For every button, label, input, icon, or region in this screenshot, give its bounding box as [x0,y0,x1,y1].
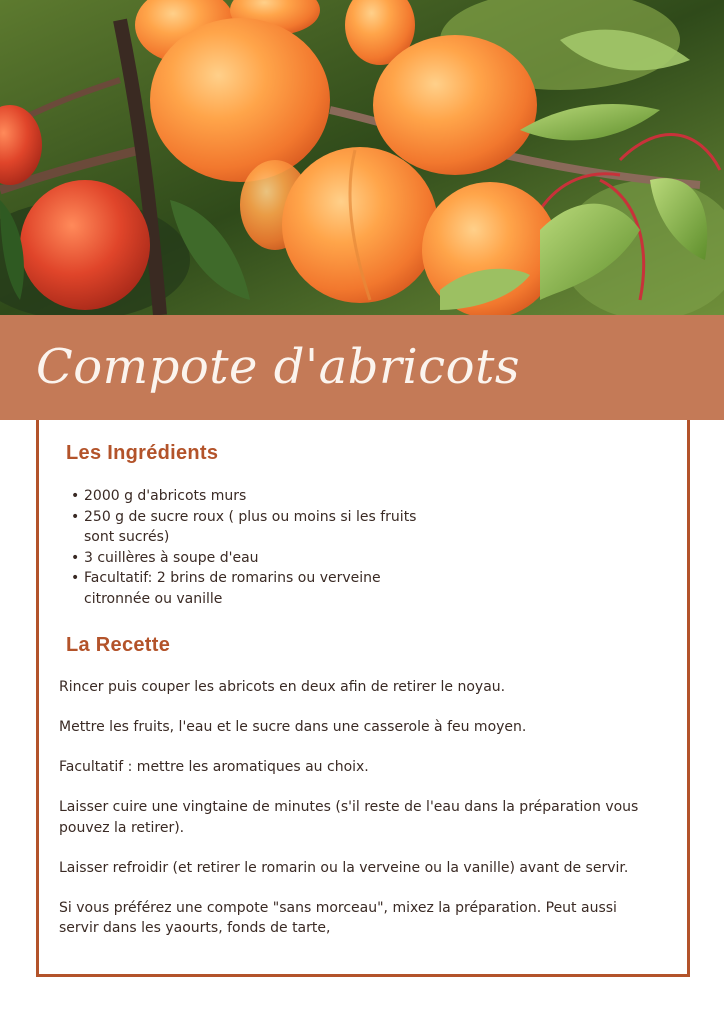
ingredients-heading: Les Ingrédients [66,442,219,464]
recipe-step: Facultatif : mettre les aromatiques au choix. [59,759,369,775]
recipe-steps [59,677,659,958]
recipe-step: Si vous préférez une compote "sans morceau", mixez la préparation. Peut aussi servir dans les yaourts, fonds de tarte, [59,899,617,936]
title-band [0,315,724,420]
recipe-step: Laisser refroidir (et retirer le romarin ou la verveine ou la vanille) avant de servir. [59,859,629,876]
page-title: Compote d'abricots [36,339,520,395]
ingredient-item: • 2000 g d'abricots murs [84,486,444,507]
recipe-card [36,420,690,977]
apricot-photo [0,0,724,315]
ingredients-list [66,486,444,609]
recipe-step: Mettre les fruits, l'eau et le sucre dans une casserole à feu moyen. [59,719,527,735]
recipe-step: Laisser cuire une vingtaine de minutes (s'il reste de l'eau dans la préparation vous pouvez la retirer). [59,799,639,836]
ingredient-item: • Facultatif: 2 brins de romarins ou verveine citronnée ou vanille [84,568,444,609]
ingredient-item: • 3 cuillères à soupe d'eau [84,548,444,569]
recipe-heading: La Recette [66,634,171,656]
ingredient-item: • 250 g de sucre roux ( plus ou moins si les fruits sont sucrés) [84,507,444,548]
recipe-step: Rincer puis couper les abricots en deux afin de retirer le noyau. [59,679,506,695]
